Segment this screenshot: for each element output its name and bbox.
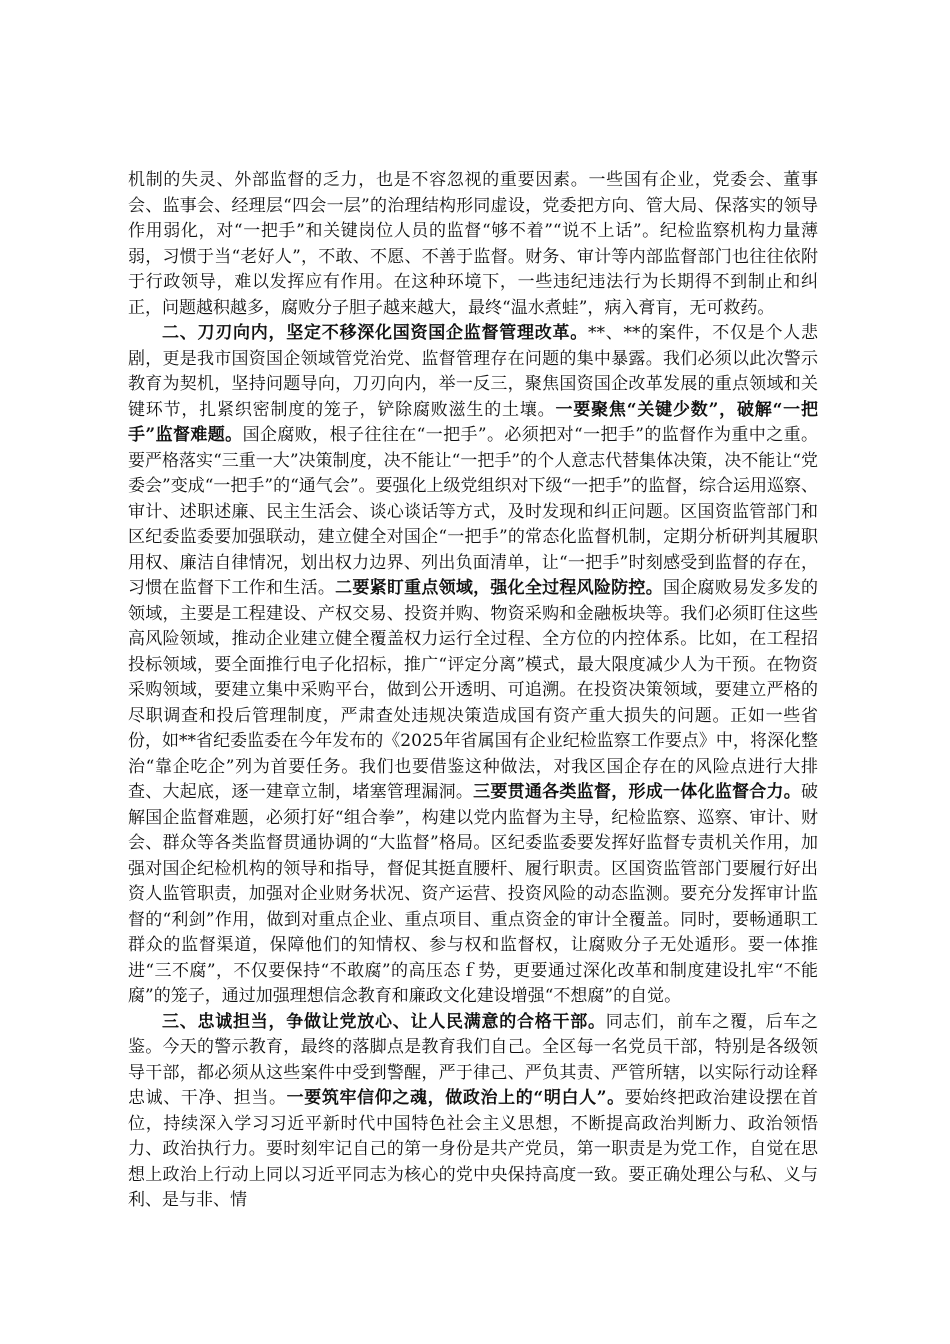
section-heading: 二、刀刃向内，坚定不移深化国资国企监督管理改革。	[162, 323, 588, 343]
document-body	[128, 168, 818, 1214]
section-three-paragraph	[128, 1010, 818, 1214]
point-heading: 一要聚焦“关键少数”，破解“一把手”监督难题。	[128, 399, 818, 445]
section-heading: 三、忠诚担当，争做让党放心、让人民满意的合格干部。	[162, 1011, 606, 1032]
paragraph-text: 国企腐败，根子往往在“一把手”。必须把对“一把手”的监督作为重中之重。要严格落实“三重一大”决策制度，决不能让“一把手”的个人意志代替集体决策，决不能让“党委会”变成“一把手”的“通气会”。要强化上级党组织对下级“一把手”的监督，综合运用巡察、审计、述职述廉、民主生活会、谈心谈话等方式，及时发现和纠正问题。区国资监管部门和区纪委监委要加强联动，建立健全对国企“一把手”的常态化监督机制，定期分析研判其履职用权、廉洁自律情况，划出权力边界、列出负面清单，让“一把手”时刻感受到监督的存在，习惯在监督下工作和生活。	[128, 425, 819, 598]
paragraph-continuation	[128, 168, 818, 321]
paragraph-text: 机制的失灵、外部监督的乏力，也是不容忽视的重要因素。一些国有企业，党委会、董事会、监事会、经理层“四会一层”的治理结构形同虚设，党委把方向、管大局、保落实的领导作用弱化，对“一把手”和关键岗位人员的监督“够不着”“说不上话”。纪检监察机构力量薄弱，习惯于当“老好人”，不敢、不愿、不善于监督。财务、审计等内部监督部门也往往依附于行政领导，难以发挥应有作用。在这种环境下，一些违纪违法行为长期得不到制止和纠正，问题越积越多，腐败分子胆子越来越大，最终“温水煮蛙”，病入膏肓，无可救药。	[128, 170, 818, 318]
paragraph-text: **、**的案件，不仅是个人悲剧，更是我市国资国企领域管党治党、监督管理存在问题的集中暴露。我们必须以此次警示教育为契机，坚持问题导向，刀刃向内，举一反三，聚焦国资国企改革发展的重点领域和关键环节，扎紧织密制度的笼子，铲除腐败滋生的土壤。	[128, 323, 818, 420]
point-heading: 三要贯通各类监督，形成一体化监督合力。	[473, 782, 802, 802]
paragraph-text: 破解国企监督难题，必须打好“组合拳”，构建以党内监督为主导，纪检监察、巡察、审计、财会、群众等各类监督贯通协调的“大监督”格局。区纪委监委要发挥好监督专责机关作用，加强对国企纪检机构的领导和指导，督促其挺直腰杆、履行职责。区国资监管部门要履行好出资人监管职责，加强对企业财务状况、资产运营、投资风险的动态监测。要充分发挥审计监督的“利剑”作用，做到对重点企业、重点项目、重点资金的审计全覆盖。同时，要畅通职工群众的监督渠道，保障他们的知情权、参与权和监督权，让腐败分子无处遁形。要一体推进“三不腐”，不仅要保持“不敢腐”的高压态ｆ势，更要通过深化改革和制度建设扎牢“不能腐”的笼子，通过加强理想信念教育和廉政文化建设增强“不想腐”的自觉。	[128, 782, 819, 1006]
point-heading: 二要紧盯重点领域，强化全过程风险防控。	[335, 578, 663, 598]
section-two-paragraph	[128, 321, 818, 1010]
point-heading: 一要筑牢信仰之魂，做政治上的“明白人”。	[286, 1088, 625, 1108]
paragraph-text: 要始终把政治建设摆在首位，持续深入学习习近平新时代中国特色社会主义思想，不断提高政治判断力、政治领悟力、政治执行力。要时刻牢记自己的第一身份是共产党员，第一职责是为党工作，自觉在思想上政治上行动上同以习近平同志为核心的党中央保持高度一致。要正确处理公与私、义与利、是与非、情	[128, 1088, 818, 1210]
paragraph-text: 同志们，前车之覆，后车之鉴。今天的警示教育，最终的落脚点是教育我们自己。全区每一名党员干部，特别是各级领导干部，都必须从这些案件中受到警醒，严于律己、严负其责、严管所辖，以实际行动诠释忠诚、干净、担当。	[128, 1011, 818, 1108]
paragraph-text: 国企腐败易发多发的领域，主要是工程建设、产权交易、投资并购、物资采购和金融板块等。我们必须盯住这些高风险领域，推动企业建立健全覆盖权力运行全过程、全方位的内控体系。比如，在工程招投标领域，要全面推行电子化招标，推广“评定分离”模式，最大限度减少人为干预。在物资采购领域，要建立集中采购平台，做到公开透明、可追溯。在投资决策领域，要建立严格的尽职调查和投后管理制度，严肃查处违规决策造成国有资产重大损失的问题。正如一些省份，如**省纪委监委在今年发布的《2025年省属国有企业纪检监察工作要点》中，将深化整治“靠企吃企”列为首要任务。我们也要借鉴这种做法，对我区国企存在的风险点进行大排查、大起底，逐一建章立制，堵塞管理漏洞。	[128, 578, 819, 802]
